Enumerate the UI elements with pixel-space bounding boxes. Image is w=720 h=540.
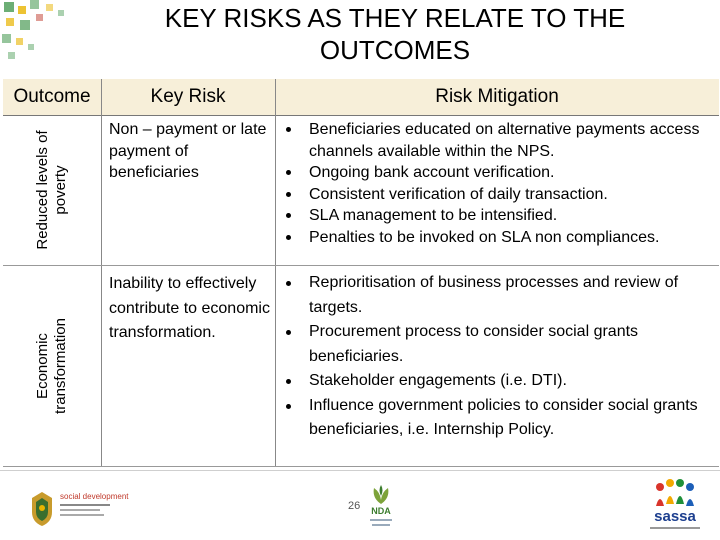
key-risk-text: Non – payment or late payment of beneficiaries: [109, 121, 267, 181]
row-divider: [3, 265, 719, 266]
mitigation-item: Consistent verification of daily transaction.: [281, 184, 717, 206]
dsd-name: social development: [60, 492, 129, 501]
sassa-name: sassa: [654, 508, 696, 525]
mitigation-item: Beneficiaries educated on alternative payments access channels available within the NPS.: [281, 119, 717, 162]
mitigation-item: Ongoing bank account verification.: [281, 162, 717, 184]
sassa-logo: [640, 478, 710, 534]
mitigation-item: Procurement process to consider social grants beneficiaries.: [281, 320, 717, 369]
column-divider: [101, 79, 102, 467]
outcome-cell: [3, 115, 101, 265]
mitigation-item: SLA management to be intensified.: [281, 205, 717, 227]
outcome-label: Reduced levels of poverty: [34, 130, 69, 250]
mitigation-item: Penalties to be invoked on SLA non compliances.: [281, 227, 717, 249]
mitigation-list: [281, 119, 717, 248]
footer-divider: [0, 470, 720, 471]
social-development-logo: [28, 488, 138, 532]
risk-table: [3, 79, 719, 467]
mitigation-item: Reprioritisation of business processes and review of targets.: [281, 271, 717, 320]
mitigation-item: Influence government policies to consider social grants beneficiaries, i.e. Internship Policy.: [281, 394, 717, 443]
coat-of-arms-icon: [28, 490, 56, 528]
corner-decoration: [0, 0, 70, 80]
header-outcome: Outcome: [3, 79, 101, 116]
nda-line: [370, 519, 392, 521]
nda-logo: [366, 484, 396, 534]
outcome-cell: [3, 266, 101, 466]
page-title: KEY RISKS AS THEY RELATE TO THE OUTCOMES: [164, 3, 626, 65]
nda-name: NDA: [371, 506, 391, 516]
dsd-line: [60, 509, 100, 511]
mitigation-item: Stakeholder engagements (i.e. DTI).: [281, 369, 717, 394]
key-risk-text: Inability to effectively contribute to economic transformation.: [109, 275, 270, 341]
sassa-line: [650, 527, 700, 529]
sassa-people-icon: [650, 478, 700, 510]
mitigation-list: [281, 271, 717, 443]
nda-line: [372, 524, 390, 526]
header-key-risk: Key Risk: [101, 79, 275, 116]
page-number: 26: [348, 500, 361, 512]
dsd-line: [60, 514, 104, 516]
dsd-line: [60, 504, 110, 506]
header-risk-mitigation: Risk Mitigation: [275, 79, 719, 116]
table-bottom-border: [3, 466, 719, 467]
outcome-label: Economic transformation: [34, 318, 69, 414]
nda-emblem-icon: [368, 484, 394, 506]
